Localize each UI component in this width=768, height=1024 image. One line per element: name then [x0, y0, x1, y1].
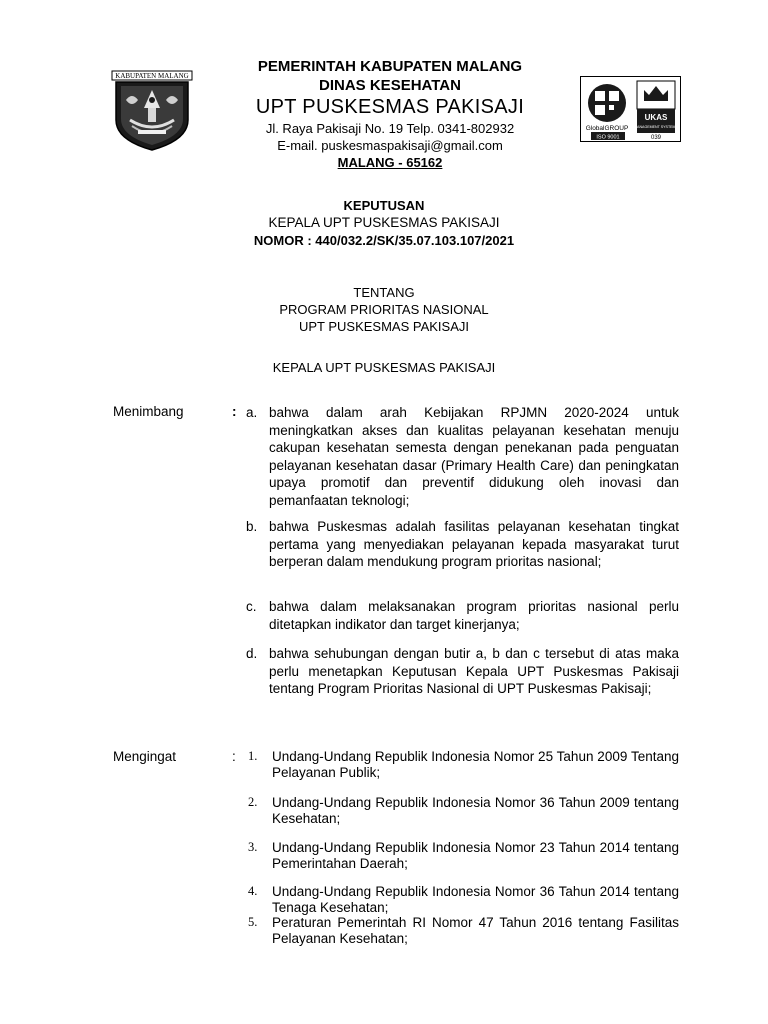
- letterhead-address: Jl. Raya Pakisaji No. 19 Telp. 0341-802932: [265, 121, 515, 136]
- menimbang-item-a: [246, 404, 679, 509]
- decision-number: NOMOR : 440/032.2/SK/35.07.103.107/2021: [253, 233, 515, 248]
- item-marker: b.: [246, 519, 258, 534]
- letterhead-government: PEMERINTAH KABUPATEN MALANG: [257, 58, 523, 75]
- item-text: Peraturan Pemerintah RI Nomor 47 Tahun 2016 tentang Fasilitas Pelayanan Kesehatan;: [272, 915, 679, 946]
- subject-about: TENTANG: [353, 285, 415, 300]
- item-text: Undang-Undang Republik Indonesia Nomor 36 Tahun 2009 tentang Kesehatan;: [272, 795, 679, 826]
- mengingat-item-4: [248, 884, 679, 915]
- emblem-caption: KABUPATEN MALANG: [115, 72, 189, 81]
- mengingat-item-3: [248, 840, 679, 871]
- letterhead-city: MALANG - 65162: [337, 155, 443, 170]
- item-text: Undang-Undang Republik Indonesia Nomor 25 Tahun 2009 Tentang Pelayanan Publik;: [272, 749, 679, 780]
- mengingat-label: Mengingat: [113, 749, 177, 764]
- letterhead-email: E-mail. puskesmaspakisaji@gmail.com: [277, 138, 503, 153]
- cert-right-sub: MANAGEMENT SYSTEMS: [634, 125, 678, 129]
- mengingat-colon: :: [232, 749, 236, 764]
- item-marker: 1.: [248, 749, 258, 763]
- cert-left-code: ISO 9001: [596, 134, 620, 141]
- ukas-crown-icon: [634, 81, 678, 141]
- certification-logos: [580, 76, 681, 142]
- menimbang-item-c: [246, 598, 679, 633]
- kabupaten-malang-emblem: [110, 70, 194, 152]
- letterhead-institution: UPT PUSKESMAS PAKISAJI: [255, 96, 525, 118]
- item-text: bahwa dalam arah Kebijakan RPJMN 2020-2024 untuk meningkatkan akses dan kualitas pelayanan kesehatan menuju cakupan kesehatan semesta dengan penekanan pada penguatan pelayanan kesehatan dasar (Primary Health Care) dan peningkatan upaya promotif dan preventif didukung oleh inovasi dan pemanfaatan teknologi;: [269, 405, 679, 508]
- cert-right-code: 039: [650, 135, 662, 141]
- subject-line1: PROGRAM PRIORITAS NASIONAL: [279, 302, 489, 317]
- menimbang-item-b: [246, 518, 679, 571]
- item-marker: a.: [246, 405, 258, 420]
- decision-title: KEPUTUSAN: [343, 198, 425, 213]
- item-text: bahwa Puskesmas adalah fasilitas pelayanan kesehatan tingkat pertama yang menyediakan pelayanan kepada masyarakat turut berperan dalam mendukung program prioritas nasional;: [269, 519, 679, 569]
- mengingat-item-2: [248, 795, 679, 826]
- menimbang-item-d: [246, 645, 679, 698]
- cert-left-caption: GlobalGROUP: [585, 125, 629, 132]
- item-marker: 3.: [248, 840, 258, 854]
- menimbang-label: Menimbang: [113, 404, 184, 419]
- letterhead-department: DINAS KESEHATAN: [319, 77, 461, 94]
- item-marker: 2.: [248, 795, 258, 809]
- item-marker: d.: [246, 646, 258, 661]
- cert-right-caption: UKAS: [644, 113, 668, 122]
- mengingat-item-5: [248, 915, 679, 946]
- decision-issuer: KEPALA UPT PUSKESMAS PAKISAJI: [268, 215, 500, 230]
- item-text: Undang-Undang Republik Indonesia Nomor 23 Tahun 2014 tentang Pemerintahan Daerah;: [272, 840, 679, 871]
- subject-line2: UPT PUSKESMAS PAKISAJI: [298, 319, 469, 334]
- item-marker: 5.: [248, 915, 258, 929]
- menimbang-colon: :: [232, 404, 237, 419]
- item-text: Undang-Undang Republik Indonesia Nomor 36 Tahun 2014 tentang Tenaga Kesehatan;: [272, 884, 679, 915]
- mengingat-item-1: [248, 749, 679, 780]
- letterhead: [200, 57, 580, 171]
- globalgroup-iso-icon: [586, 84, 629, 141]
- item-marker: c.: [246, 599, 257, 614]
- item-text: bahwa dalam melaksanakan program prioritas nasional perlu ditetapkan indikator dan target kinerjanya;: [269, 599, 679, 632]
- item-marker: 4.: [248, 884, 258, 898]
- signatory-heading: KEPALA UPT PUSKESMAS PAKISAJI: [272, 360, 496, 375]
- item-text: bahwa sehubungan dengan butir a, b dan c tersebut di atas maka perlu menetapkan Keputusan Kepala UPT Puskesmas Pakisaji tentang Program Prioritas Nasional di UPT Puskesmas Pakisaji;: [269, 646, 679, 696]
